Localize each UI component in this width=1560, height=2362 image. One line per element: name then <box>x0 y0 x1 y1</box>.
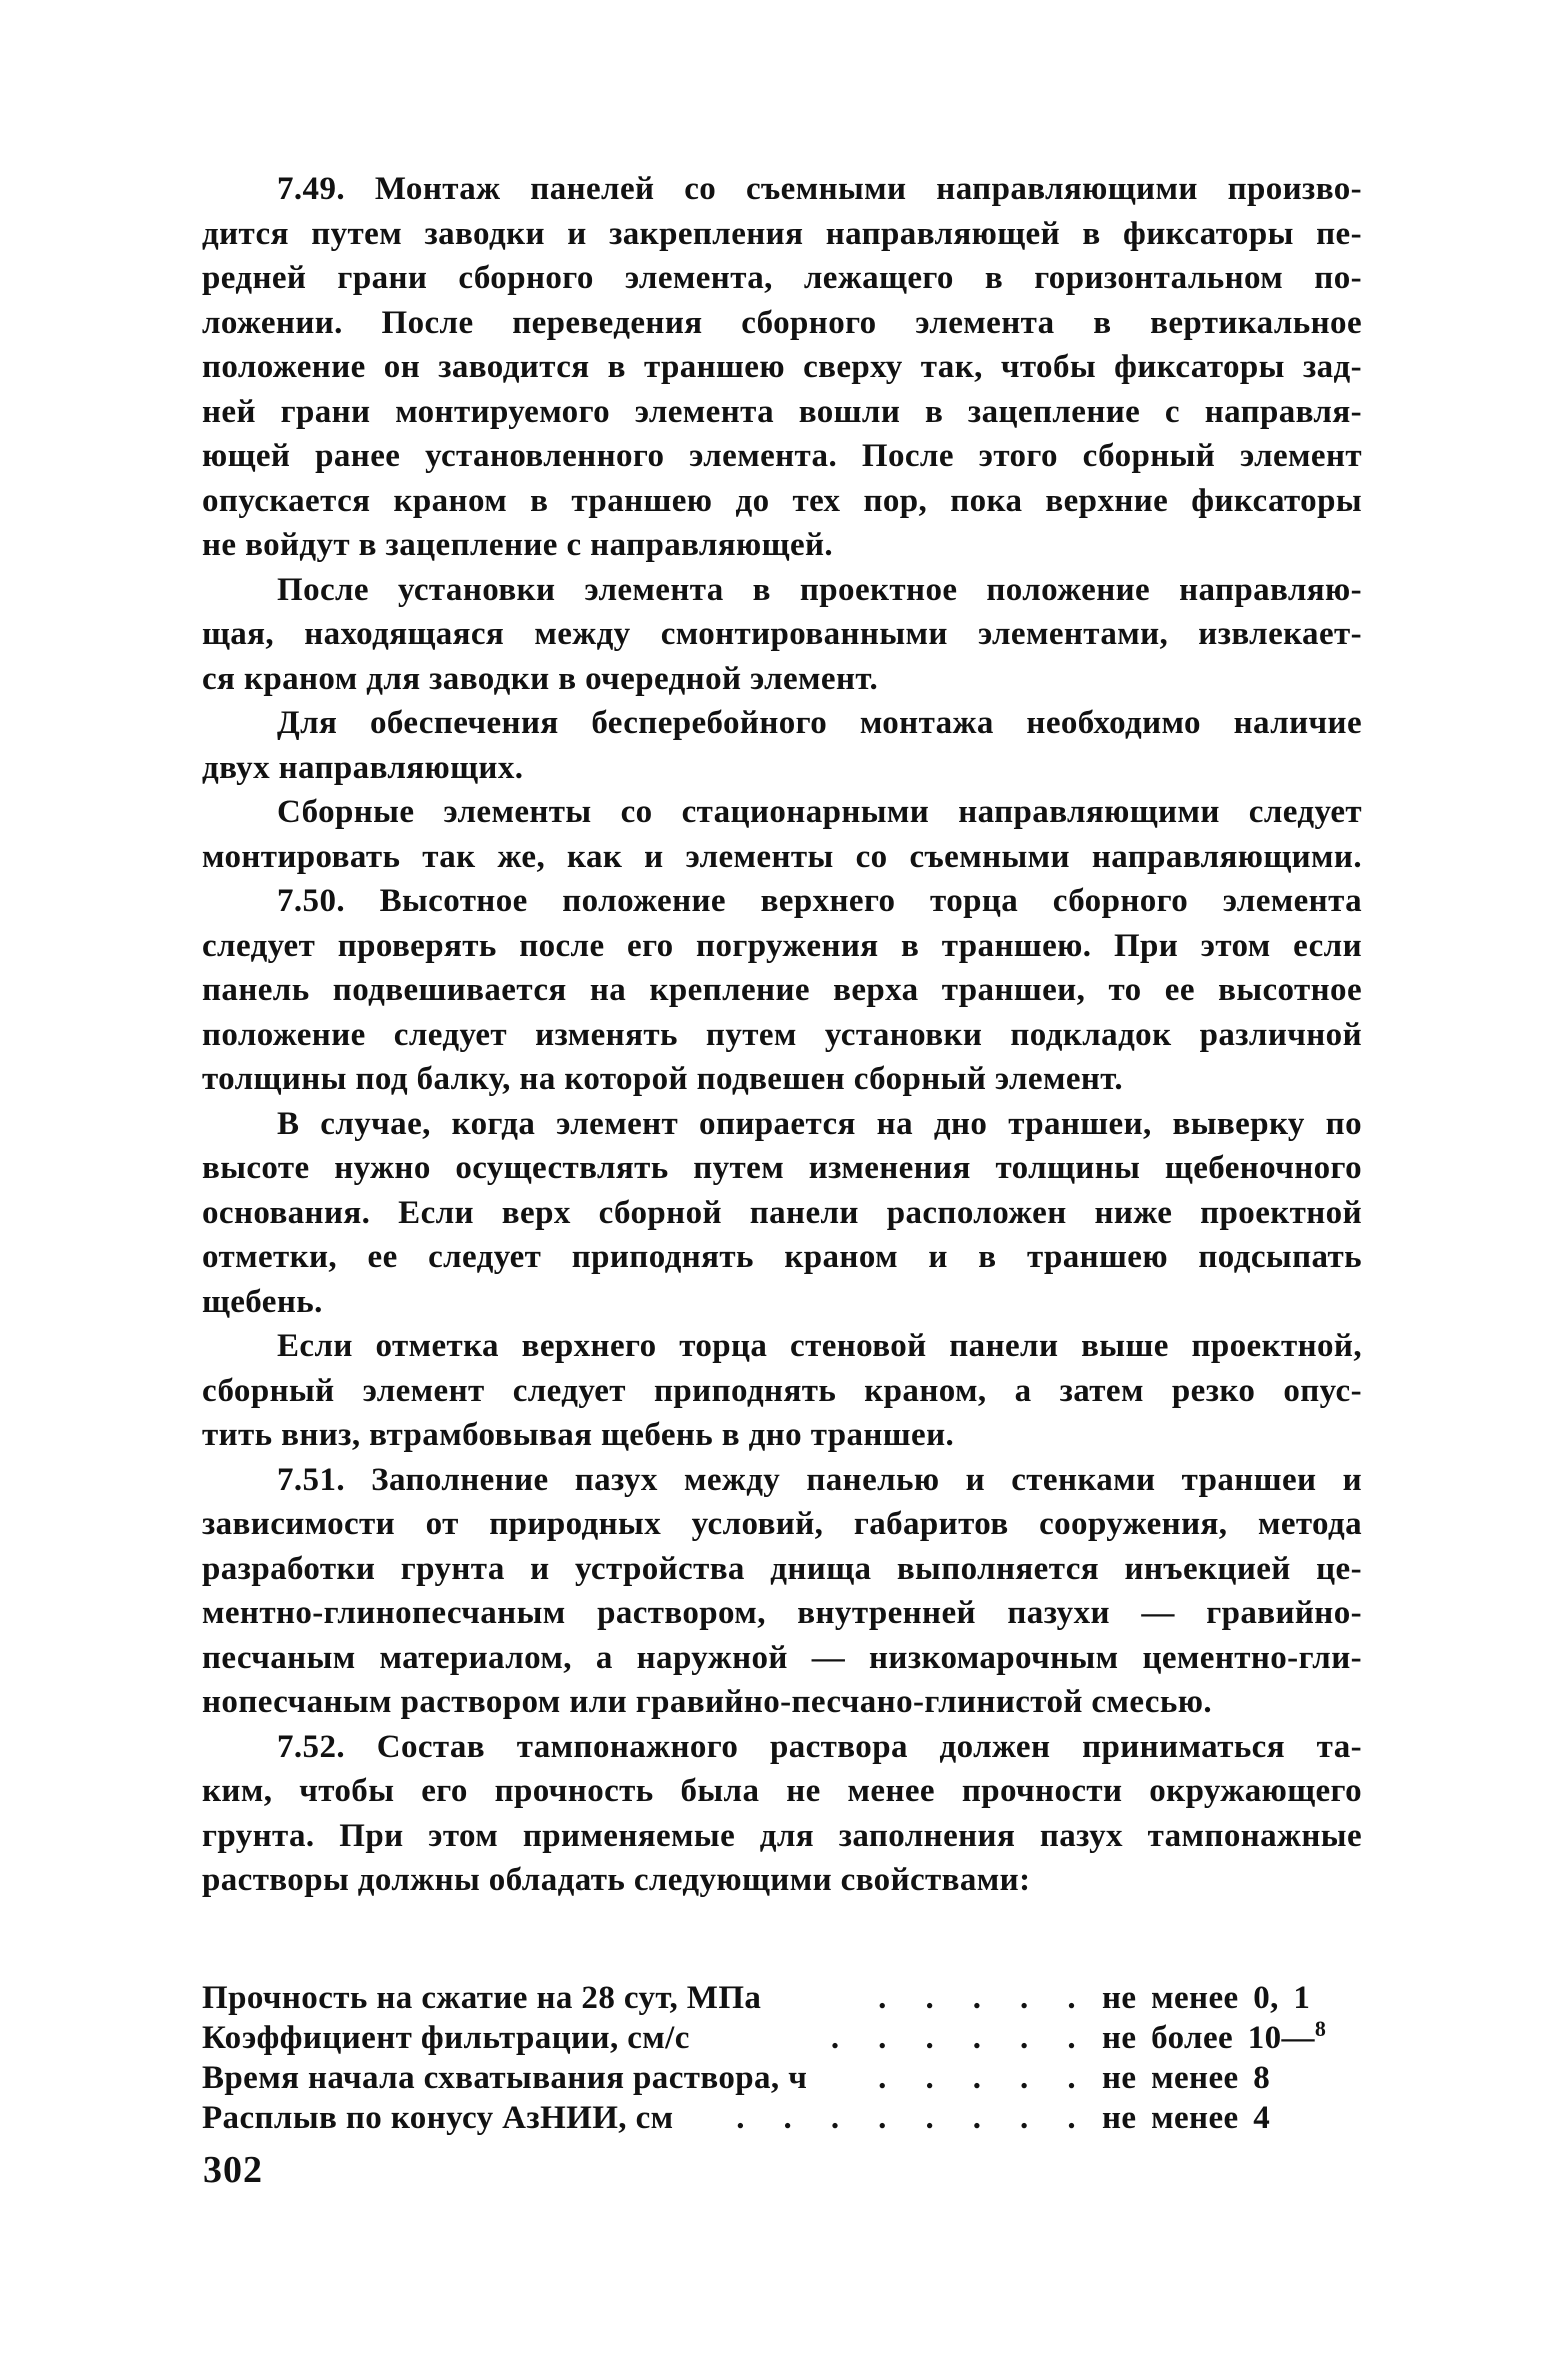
text-line: 7.49. Монтаж панелей со съемными направляющими произво- <box>277 171 1362 207</box>
properties-list <box>202 1978 1362 2138</box>
property-label: Прочность на сжатие на 28 сут, МПа <box>202 1980 762 2016</box>
text-line: тить вниз, втрамбовывая щебень в дно траншеи. <box>202 1417 955 1453</box>
text-line: двух направляющих. <box>202 749 524 786</box>
text-line: После установки элемента в проектное положение направляю- <box>277 571 1362 608</box>
body-text <box>202 167 1362 1903</box>
paragraph <box>202 1324 1362 1458</box>
text-line: сборный элемент следует приподнять краном, а затем резко опус- <box>202 1372 1362 1409</box>
property-row <box>202 2018 1362 2058</box>
text-line: Сборные элементы со стационарными направляющими следует <box>277 794 1362 830</box>
text-line: ющей ранее установленного элемента. После этого сборный элемент <box>202 438 1362 474</box>
text-line: щая, находящаяся между смонтированными элементами, извлекает- <box>202 616 1362 652</box>
property-label: Расплыв по конусу АзНИИ, см <box>202 2100 674 2136</box>
paragraph <box>202 568 1362 702</box>
text-line: ментно-глинопесчаным раствором, внутренней пазухи — гравийно- <box>202 1595 1362 1631</box>
text-line: грунта. При этом применяемые для заполнения пазух тампонажные <box>202 1817 1362 1854</box>
text-line: 7.51. Заполнение пазух между панелью и стенками траншеи и <box>277 1461 1362 1498</box>
text-line: 7.52. Состав тампонажного раствора должен приниматься та- <box>277 1728 1362 1765</box>
paragraph <box>202 1102 1362 1325</box>
section-number: 7.51. <box>277 1461 372 1498</box>
text-line: монтировать так же, как и элементы со съемными направляющими. <box>202 838 1362 875</box>
superscript-exponent: 8 <box>1314 2016 1327 2041</box>
dot-leader: . . . . . . . . <box>736 2100 1076 2136</box>
text-line: панель подвешивается на крепление верха траншеи, то ее высотное <box>202 972 1362 1008</box>
property-row <box>202 2098 1362 2138</box>
text-line: толщины под балку, на которой подвешен сборный элемент. <box>202 1061 1124 1097</box>
paragraph <box>202 167 1362 568</box>
text-line: следует проверять после его погружения в траншею. При этом если <box>202 927 1362 964</box>
property-label: Время начала схватывания раствора, ч <box>202 2060 808 2096</box>
text-line: ся краном для заводки в очередной элемент. <box>202 660 879 697</box>
text-line: ней грани монтируемого элемента вошли в зацепление с направля- <box>202 393 1362 430</box>
property-row <box>202 1978 1362 2018</box>
page-number: 302 <box>203 2149 263 2191</box>
property-value: не менее 8 <box>1102 2060 1271 2096</box>
text-line: ложении. После переведения сборного элемента в вертикальное <box>202 304 1362 341</box>
text-line: 7.50. Высотное положение верхнего торца сборного элемента <box>277 883 1362 919</box>
text-line: основания. Если верх сборной панели расположен ниже проектной <box>202 1194 1362 1231</box>
text-line: песчаным материалом, а наружной — низкомарочным цементно-гли- <box>202 1639 1362 1676</box>
text-line: Для обеспечения бесперебойного монтажа необходимо наличие <box>277 705 1362 741</box>
paragraph <box>202 701 1362 790</box>
text-line: положение следует изменять путем установки подкладок различной <box>202 1016 1362 1053</box>
property-value: не менее 0, 1 <box>1102 1980 1311 2016</box>
text-line: щебень. <box>202 1283 323 1320</box>
text-line: В случае, когда элемент опирается на дно траншеи, выверку по <box>277 1105 1362 1142</box>
dot-leader: . . . . . <box>878 2060 1076 2096</box>
text-line: нопесчаным раствором или гравийно-песчано-глинистой смесью. <box>202 1684 1212 1720</box>
section-number: 7.49. <box>277 171 375 207</box>
text-line: ким, чтобы его прочность была не менее прочности окружающего <box>202 1773 1362 1809</box>
text-line: высоте нужно осуществлять путем изменения толщины щебеночного <box>202 1150 1362 1186</box>
text-line: не войдут в зацепление с направляющей. <box>202 527 834 563</box>
paragraph <box>202 790 1362 879</box>
text-line: растворы должны обладать следующими свойствами: <box>202 1862 1031 1898</box>
text-line: Если отметка верхнего торца стеновой панели выше проектной, <box>277 1328 1362 1364</box>
section-number: 7.52. <box>277 1728 377 1765</box>
paragraph <box>202 1458 1362 1725</box>
text-line: дится путем заводки и закрепления направляющей в фиксаторы пе- <box>202 215 1362 252</box>
text-line: опускается краном в траншею до тех пор, пока верхние фиксаторы <box>202 482 1362 519</box>
dot-leader: . . . . . <box>878 1980 1076 2016</box>
text-line: отметки, ее следует приподнять краном и в траншею подсыпать <box>202 1239 1362 1275</box>
paragraph <box>202 1725 1362 1903</box>
property-label: Коэффициент фильтрации, см/с <box>202 2020 690 2056</box>
text-line: разработки грунта и устройства днища выполняется инъекцией це- <box>202 1550 1362 1587</box>
paragraph <box>202 879 1362 1102</box>
text-line: зависимости от природных условий, габаритов сооружения, метода <box>202 1506 1362 1542</box>
text-line: положение он заводится в траншею сверху так, чтобы фиксаторы зад- <box>202 349 1362 385</box>
dot-leader: . . . . . . <box>830 2020 1076 2056</box>
property-value: не более 10—$^8$ <box>1102 2016 1327 2056</box>
text-line: редней грани сборного элемента, лежащего в горизонтальном по- <box>202 260 1362 296</box>
property-value: не менее 4 <box>1102 2100 1271 2136</box>
property-row <box>202 2058 1362 2098</box>
section-number: 7.50. <box>277 883 380 919</box>
